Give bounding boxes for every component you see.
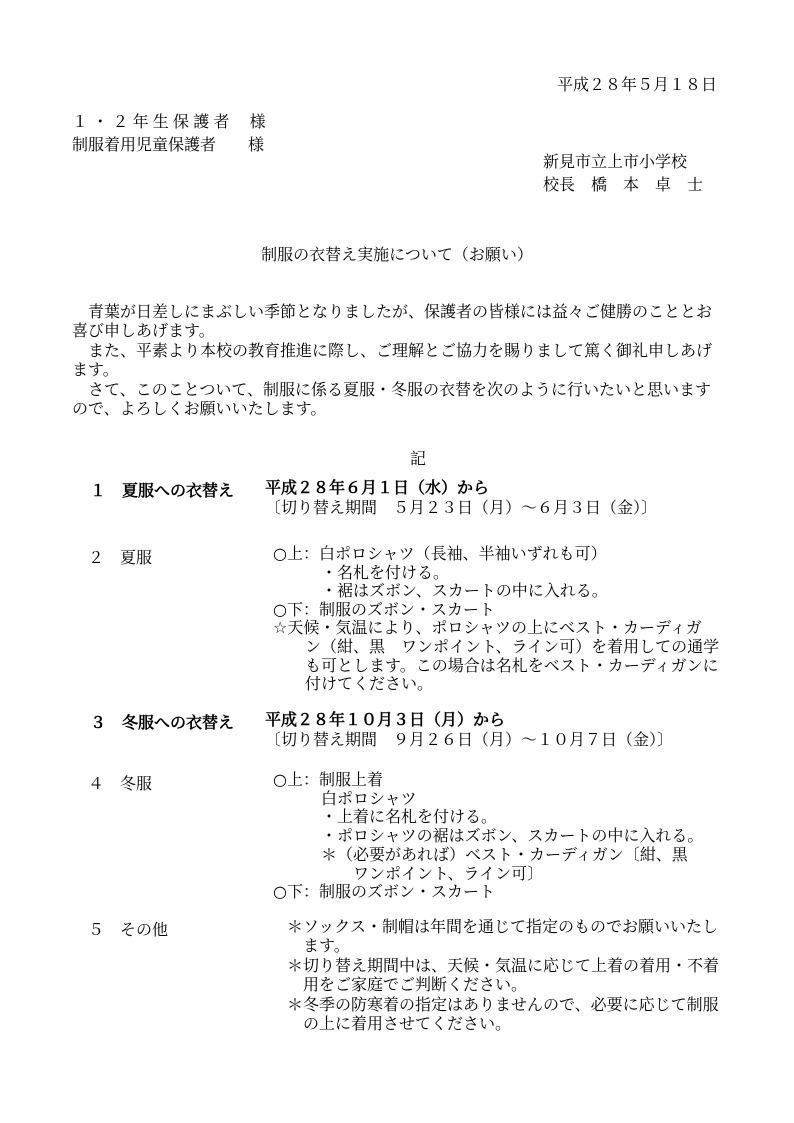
item-2-label: ２ 夏服 (88, 548, 153, 567)
recipient-line-1 (72, 110, 266, 133)
item-4-line: ・ポロシャツの裾はズボン、スカートの中に入れる。 (273, 826, 704, 846)
item-2-line: 付けてください。 (273, 674, 434, 694)
item-5-line: の上に着用させてください。 (287, 1014, 512, 1034)
sender-principal: 校長 橋 本 卓 士 (543, 175, 704, 194)
item-4-label: ４ 冬服 (88, 774, 153, 793)
item-2-line: ン（紺、黒 ワンポイント、ライン可）を着用しての通学 (273, 636, 720, 656)
recipient-honorific-1: 様 (233, 112, 266, 131)
item-2-line: ☆天候・気温により、ポロシャツの上にベスト・カーディガ (273, 618, 702, 638)
item-3-content (265, 710, 673, 749)
item-4-line: ・上着に名札を付ける。 (273, 807, 498, 827)
item-5-line: ＊切り替え期間中は、天候・気温に応じて上着の着用・不着 (287, 955, 720, 975)
item-4-content (273, 771, 703, 902)
recipient-name-1: １・２年生保護者 (72, 112, 234, 131)
item-5-label: ５ その他 (88, 920, 169, 939)
sender-school: 新見市立上市小学校 (543, 152, 688, 171)
greeting-line: さて、このことついて、制服に係る夏服・冬服の衣替を次のように行いたいと思います (72, 379, 712, 399)
item-3-line: 〔切り替え期間 ９月２６日（月）～１０月７日（金）〕 (265, 729, 674, 749)
item-4-line: ○下：制服のズボン・スカート (273, 882, 495, 902)
item-5-line: ます。 (287, 936, 350, 956)
item-5-line: 用をご家庭でご判断ください。 (287, 975, 528, 995)
item-1-line: 〔切り替え期間 ５月２３日（月）～６月３日（金）〕 (265, 497, 658, 517)
item-5-line: ＊冬季の防寒着の指定はありませんので、必要に応じて制服 (287, 994, 719, 1014)
item-4-line: ＊（必要があれば）ベスト・カーディガン〔紺、黒 (273, 844, 688, 864)
greeting-paragraphs (72, 302, 712, 418)
item-4-line: 白ポロシャツ (273, 788, 417, 808)
recipient-block (72, 110, 266, 156)
item-2-line: ○上：白ポロシャツ（長袖、半袖いずれも可） (273, 544, 607, 563)
item-2-line: も可とします。この場合は名札をベスト・カーディガンに (273, 655, 719, 675)
item-2-line: ・名札を付ける。 (273, 562, 450, 582)
greeting-line: ので、よろしくお願いいたします。 (72, 399, 327, 419)
item-1-content (265, 478, 657, 517)
recipient-line-2: 制服着用児童保護者 様 (72, 135, 265, 154)
greeting-line: 喜び申しあげます。 (72, 321, 215, 341)
item-3-line: 平成２８年１０月３日（月）から (265, 710, 506, 729)
item-1-line: 平成２８年６月１日（水）から (265, 478, 490, 497)
item-3-label: ３ 冬服への衣替え (90, 713, 235, 732)
item-2-line: ○下：制服のズボン・スカート (273, 599, 495, 619)
sender-block (543, 150, 703, 196)
greeting-line: また、平素より本校の教育推進に際し、ご理解とご協力を賜りまして篤く御礼申しあげ (72, 340, 713, 360)
greeting-line: 青葉が日差しにまぶしい季節となりましたが、保護者の皆様には益々ご健勝のこととお (72, 302, 713, 321)
item-2-line: ・裾はズボン、スカートの中に入れる。 (273, 581, 608, 601)
item-2-content (273, 545, 719, 694)
document-date: 平成２８年５月１８日 (557, 75, 718, 94)
notation-marker: 記 (409, 449, 426, 468)
item-5-content (287, 917, 719, 1033)
item-1-label: １ 夏服への衣替え (90, 481, 235, 500)
document-title: 制服の衣替え実施について（お願い） (261, 245, 533, 264)
item-5-line: ＊ソックス・制帽は年間を通じて指定のものでお願いいたし (287, 917, 719, 936)
greeting-line: ます。 (72, 360, 119, 380)
item-4-line: ○上：制服上着 (273, 770, 383, 789)
item-4-line: ワンポイント、ライン可〕 (273, 863, 544, 883)
